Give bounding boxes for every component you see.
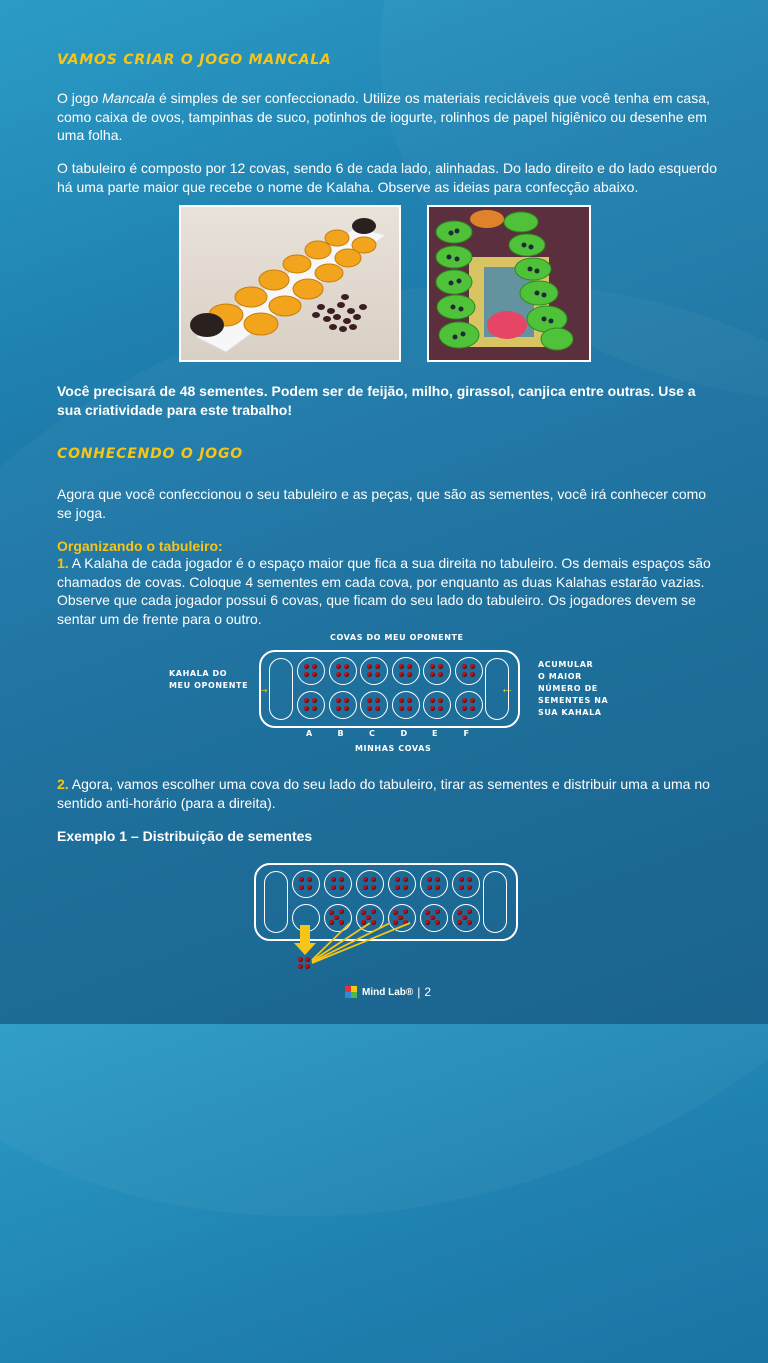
arrow-right-icon: →	[256, 680, 270, 696]
seed	[375, 672, 380, 677]
intro-text-pre: O jogo	[57, 90, 103, 106]
arrow-left-icon: ←	[500, 680, 514, 696]
section-title-know: CONHECENDO O JOGO	[57, 446, 244, 462]
label-goal-line4: SEMENTES NA	[538, 696, 609, 705]
mancala-board-initial	[259, 650, 520, 728]
seed	[457, 920, 462, 925]
opponent-pit	[455, 657, 483, 685]
seed	[312, 698, 317, 703]
photo-green-bowls-board	[427, 205, 591, 362]
seed	[344, 698, 349, 703]
seed	[459, 877, 464, 882]
seed	[371, 909, 376, 914]
seed	[403, 885, 408, 890]
seed	[304, 706, 309, 711]
seed	[435, 877, 440, 882]
seed	[307, 885, 312, 890]
know-intro: Agora que você confeccionou o seu tabuleiro e as peças, que são as sementes, você irá conhecer como se joga.	[57, 486, 707, 521]
page-number: 2	[424, 985, 432, 999]
label-goal-line5: SUA KAHALA	[538, 708, 602, 717]
seed	[462, 664, 467, 669]
seed	[336, 706, 341, 711]
pit-letter-c: C	[369, 729, 376, 738]
seed	[407, 698, 412, 703]
seed	[307, 877, 312, 882]
my-pit-example	[420, 904, 448, 932]
example-title: Exemplo 1 – Distribuição de sementes	[57, 828, 313, 844]
seed	[367, 706, 372, 711]
seed	[367, 672, 372, 677]
section-title-create: VAMOS CRIAR O JOGO MANCALA	[57, 52, 332, 68]
seed	[438, 698, 443, 703]
seed	[336, 664, 341, 669]
seed	[371, 885, 376, 890]
pit-letter-b: B	[337, 729, 345, 738]
label-opponent-kalaha-line1: KAHALA DO	[169, 669, 228, 678]
my-pit-a	[297, 691, 325, 719]
opponent-pit	[392, 657, 420, 685]
seed	[375, 706, 380, 711]
seed	[367, 698, 372, 703]
step1-paragraph	[57, 554, 717, 628]
seed	[344, 672, 349, 677]
seed	[470, 664, 475, 669]
pit-letter-a: A	[306, 729, 313, 738]
opponent-pit	[423, 657, 451, 685]
pit-letter-d: D	[400, 729, 408, 738]
seed	[435, 909, 440, 914]
seed	[395, 877, 400, 882]
label-goal	[538, 659, 608, 719]
opponent-pit-example	[292, 870, 320, 898]
seed	[403, 909, 408, 914]
seed	[395, 885, 400, 890]
step2-text: Agora, vamos escolher uma cova do seu lado do tabuleiro, tirar as sementes e distribuir uma a uma no sentido anti-horário (para a direita).	[57, 776, 710, 811]
opponent-pit-example	[388, 870, 416, 898]
opponent-pit	[360, 657, 388, 685]
seed	[312, 664, 317, 669]
seed	[367, 664, 372, 669]
seed	[399, 672, 404, 677]
down-arrow-icon	[294, 925, 316, 955]
seed	[331, 885, 336, 890]
seed	[427, 885, 432, 890]
seed	[438, 706, 443, 711]
seed	[462, 706, 467, 711]
seed	[304, 664, 309, 669]
seed	[462, 672, 467, 677]
seed	[430, 698, 435, 703]
step1-number: 1.	[57, 555, 69, 571]
seed	[467, 909, 472, 914]
opponent-pit-example	[452, 870, 480, 898]
seed	[363, 877, 368, 882]
pit-letter-f: F	[463, 729, 470, 738]
my-pit-e	[423, 691, 451, 719]
green-bowls-illustration	[429, 207, 589, 360]
kalaha-left	[269, 658, 293, 720]
seed	[375, 664, 380, 669]
seed	[438, 664, 443, 669]
distribution-lines	[312, 923, 410, 963]
seed	[336, 672, 341, 677]
footer-brand: Mind Lab®	[362, 986, 414, 998]
seed	[407, 706, 412, 711]
seed	[344, 664, 349, 669]
my-pit-b	[329, 691, 357, 719]
seed	[399, 698, 404, 703]
seeds-note: Você precisará de 48 sementes. Podem ser de feijão, milho, girassol, canjica entre outras. Use a sua criatividade para este trabalho!	[57, 383, 696, 418]
step2-paragraph	[57, 775, 717, 812]
seed	[403, 877, 408, 882]
opponent-pit	[297, 657, 325, 685]
seed	[407, 672, 412, 677]
removed-seeds	[298, 957, 312, 971]
seed	[435, 885, 440, 890]
seed	[363, 885, 368, 890]
seed	[331, 877, 336, 882]
seed	[438, 672, 443, 677]
seed	[462, 915, 467, 920]
my-pit-c	[360, 691, 388, 719]
kalaha-right	[485, 658, 509, 720]
seed	[462, 698, 467, 703]
removed-seed	[305, 964, 310, 969]
my-pit-d	[392, 691, 420, 719]
footer-separator: |	[417, 985, 421, 999]
step1-text: A Kalaha de cada jogador é o espaço maior que fica a sua direita no tabuleiro. Os demais espaços são chamados de covas. Coloque 4 sementes em cada cova, por enquanto as duas Kalahas estarão vazias. Observe que cada jogador possui 6 covas, que ficam do seu lado do tabuleiro. Os jogadores devem se sentar um de frente para o outro.	[57, 555, 711, 627]
step2-number: 2.	[57, 776, 69, 792]
label-opponent-kalaha-line2: MEU OPONENTE	[169, 681, 249, 690]
kalaha-right-example	[483, 871, 507, 933]
my-pit-f	[455, 691, 483, 719]
seed	[457, 910, 462, 915]
seed	[312, 706, 317, 711]
my-pit-example	[452, 904, 480, 932]
seed	[339, 877, 344, 882]
seed	[470, 698, 475, 703]
seed	[430, 664, 435, 669]
seed	[407, 664, 412, 669]
seed	[304, 698, 309, 703]
removed-seed	[298, 964, 303, 969]
board-description: O tabuleiro é composto por 12 covas, sendo 6 de cada lado, alinhadas. Do lado direito e do lado esquerdo há uma parte maior que recebe o nome de Kalaha. Observe as ideias para confecção abaixo.	[57, 160, 717, 195]
seed	[339, 909, 344, 914]
seed	[312, 672, 317, 677]
seed	[304, 672, 309, 677]
seed	[299, 885, 304, 890]
seed	[459, 885, 464, 890]
seed	[336, 698, 341, 703]
removed-seed	[298, 957, 303, 962]
seed	[425, 910, 430, 915]
pit-letter-e: E	[432, 729, 439, 738]
seed	[299, 877, 304, 882]
seed	[371, 877, 376, 882]
opponent-pit	[329, 657, 357, 685]
opponent-pit-example	[324, 870, 352, 898]
seed	[430, 706, 435, 711]
seed	[399, 706, 404, 711]
removed-seed	[305, 957, 310, 962]
footer	[344, 985, 431, 999]
seed	[430, 672, 435, 677]
photo-orange-cups-board	[179, 205, 401, 362]
seed	[467, 920, 472, 925]
intro-paragraph	[57, 89, 717, 145]
mind-lab-logo-icon	[344, 985, 358, 999]
label-my-pits: MINHAS COVAS	[355, 744, 432, 753]
seed	[427, 877, 432, 882]
seed	[430, 915, 435, 920]
seed	[435, 920, 440, 925]
intro-text-em: Mancala	[102, 90, 156, 106]
seed	[470, 672, 475, 677]
seed	[399, 664, 404, 669]
opponent-pit-example	[356, 870, 384, 898]
seed	[344, 706, 349, 711]
opponent-pit-example	[420, 870, 448, 898]
label-goal-line1: ACUMULAR	[538, 660, 594, 669]
seed	[339, 885, 344, 890]
seed	[467, 885, 472, 890]
seed	[375, 698, 380, 703]
intro-text-post: é simples de ser confeccionado. Utilize os materiais recicláveis que você tenha em casa, como caixa de ovos, tampinhas de suco, potinhos de iogurte, rolinhos de papel higiênico ou desenhe em uma folha.	[57, 90, 710, 143]
organize-subtitle: Organizando o tabuleiro:	[57, 538, 223, 554]
seed	[425, 920, 430, 925]
seed	[467, 877, 472, 882]
label-opponent-kalaha	[169, 668, 248, 692]
orange-cups-illustration	[181, 207, 399, 360]
label-opponent-pits: COVAS DO MEU OPONENTE	[330, 633, 464, 642]
seed	[470, 706, 475, 711]
label-goal-line3: NÚMERO DE	[538, 684, 598, 693]
label-goal-line2: O MAIOR	[538, 672, 582, 681]
